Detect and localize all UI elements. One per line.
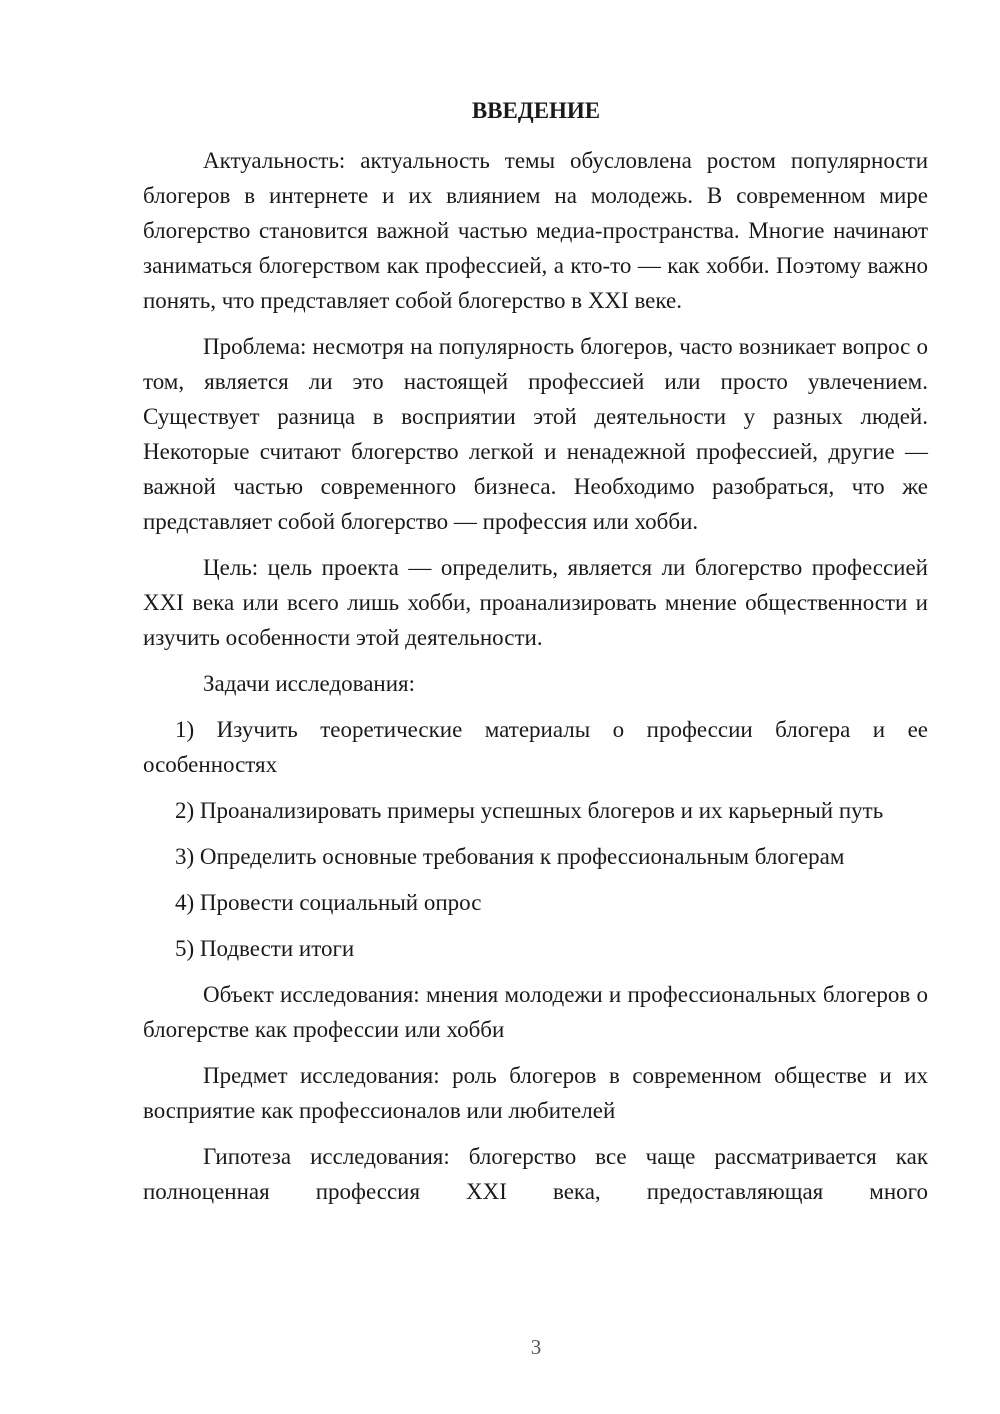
page-number: 3 <box>530 1335 542 1359</box>
paragraph-problem: Проблема: несмотря на популярность блогеров, часто возникает вопрос о том, является ли это настоящей профессией или просто увлечением. Существует разница в восприятии этой деятельности у разных людей. Некоторые считают блогерство легкой и ненадежной профессией, другие — важной частью современного бизнеса. Необходимо разобраться, что же представляет собой блогерство — профессия или хобби. <box>143 334 928 534</box>
task-item-3: 3) Определить основные требования к профессиональным блогерам <box>175 844 845 869</box>
task-item-2: 2) Проанализировать примеры успешных блогеров и их карьерный путь <box>175 798 884 823</box>
paragraph-tasks-heading: Задачи исследования: <box>203 671 416 696</box>
paragraph-object: Объект исследования: мнения молодежи и профессиональных блогеров о блогерстве как профессии или хобби <box>143 982 928 1042</box>
paragraph-goal: Цель: цель проекта — определить, является ли блогерство профессией XXI века или всего лишь хобби, проанализировать мнение общественности и изучить особенности этой деятельности. <box>143 555 928 650</box>
task-item-5: 5) Подвести итоги <box>175 936 355 961</box>
paragraph-subject: Предмет исследования: роль блогеров в современном обществе и их восприятие как профессионалов или любителей <box>143 1063 928 1123</box>
paragraph-hypothesis: Гипотеза исследования: блогерство все чаще рассматривается как полноценная профессия XXI века, предоставляющая много <box>143 1144 928 1204</box>
document-body <box>143 143 928 1220</box>
task-item-4: 4) Провести социальный опрос <box>175 890 482 915</box>
page-title: ВВЕДЕНИЕ <box>471 98 601 123</box>
paragraph-relevance: Актуальность: актуальность темы обусловлена ростом популярности блогеров в интернете и их влиянием на молодежь. В современном мире блогерство становится важной частью медиа-пространства. Многие начинают заниматься блогерством как профессией, а кто-то — как хобби. Поэтому важно понять, что представляет собой блогерство в XXI веке. <box>143 148 928 313</box>
task-item-1: 1) Изучить теоретические материалы о профессии блогера и ее особенностях <box>143 717 928 777</box>
